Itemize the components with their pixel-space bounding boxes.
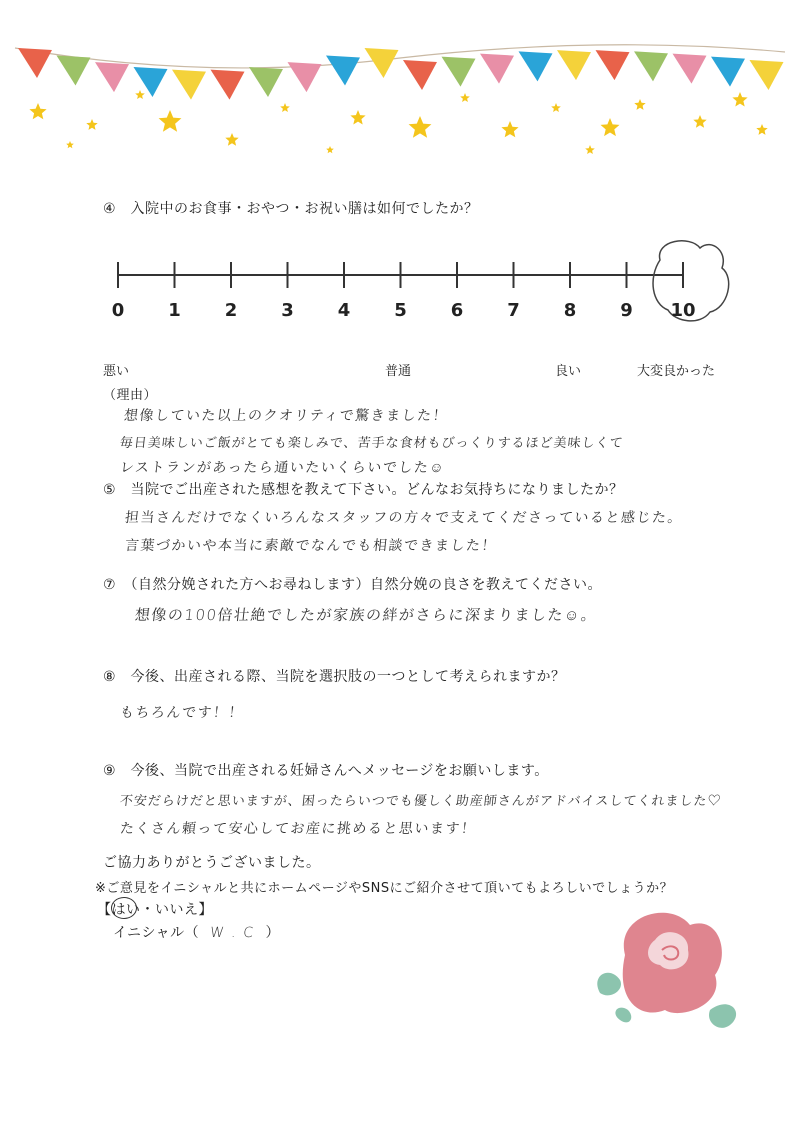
star-icon (634, 99, 645, 110)
q7-answer-line-1: 想像の100倍壮絶でしたが家族の絆がさらに深まりました☺。 (134, 606, 599, 624)
consent-options (97, 899, 213, 919)
reason-label: （理由） (103, 388, 158, 403)
star-icon (280, 103, 290, 112)
star-icon (693, 115, 706, 128)
consent-options-text: 【はい・いいえ】 (97, 902, 213, 918)
initial-value: W . C (209, 925, 256, 941)
star-icon (86, 119, 97, 130)
scale-number: 4 (337, 300, 351, 321)
star-icon (66, 141, 74, 148)
reason-line-1: 想像していた以上のクオリティで驚きました！ (123, 408, 449, 424)
scale-number: 0 (111, 300, 125, 321)
bunting-flag (95, 62, 129, 92)
bunting-flag (18, 48, 52, 78)
bunting-flag (673, 54, 707, 84)
leaf-shape (709, 1004, 736, 1028)
scale-number: 3 (281, 300, 294, 321)
bunting-flag (596, 50, 630, 80)
leaf-shape (597, 973, 621, 996)
scale-number: 5 (394, 300, 407, 321)
thanks-text: ご協力ありがとうございました。 (103, 855, 321, 871)
bunting-flag (288, 62, 322, 92)
star-icon (585, 145, 595, 154)
q8-answer-line-1: もちろんです！！ (119, 705, 245, 721)
scale-number: 8 (563, 300, 577, 321)
bunting-flag (634, 51, 668, 81)
label-bad: 悪い (103, 364, 130, 379)
label-good: 良い (555, 364, 582, 379)
bunting-flag (557, 50, 591, 80)
initial-close: ） (265, 925, 281, 941)
scale-number: 9 (620, 300, 633, 321)
star-icon (756, 124, 767, 135)
q9-answer-line-1: 不安だらけだと思いますが、困ったらいつでも優しく助産師さんがアドバイスしてくれました♡ (119, 794, 723, 809)
star-icon (551, 103, 561, 112)
q9-answer-line-2: たくさん頼って安心してお産に挑めると思います！ (119, 821, 478, 837)
rating-scale (100, 230, 740, 330)
star-icon (159, 110, 182, 132)
leaf-shape (615, 1008, 631, 1023)
reason-line-3: レストランがあったら通いたいくらいでした☺ (119, 460, 446, 476)
star-icon (501, 121, 518, 137)
star-icon (29, 103, 46, 119)
bunting-flag (134, 67, 168, 97)
bunting-flag (750, 60, 784, 90)
bunting-flag (711, 57, 745, 87)
bunting-flag (480, 54, 514, 84)
bunting-flag (326, 56, 360, 86)
scale-number: 1 (168, 300, 181, 321)
q7-question: ⑦ （自然分娩された方へお尋ねします）自然分娩の良さを教えてください。 (103, 577, 603, 593)
bunting-flag (249, 67, 283, 97)
bunting-flag (442, 57, 476, 87)
star-icon (326, 146, 334, 153)
scale-number: 6 (450, 300, 464, 321)
bunting-flag (172, 70, 206, 100)
star-icon (135, 90, 145, 99)
bunting-flag (403, 60, 437, 90)
bunting-flag (211, 70, 245, 100)
yes-circle-mark (111, 897, 137, 919)
initial-label: イニシャル（ (113, 925, 200, 941)
reason-line-2: 毎日美味しいご飯がとても楽しみで、苦手な食材もびっくりするほど美味しくて (119, 436, 625, 451)
bunting-string (15, 45, 785, 68)
q5-question: ⑤ 当院でご出産された感想を教えて下さい。どんなお気持ちになりましたか？ (103, 482, 624, 498)
label-normal: 普通 (385, 364, 412, 379)
scale-number: 2 (224, 300, 238, 321)
q8-question: ⑧ 今後、出産される際、当院を選択肢の一つとして考えられますか？ (103, 669, 566, 685)
initial-row (113, 922, 280, 942)
scale-number: 7 (507, 300, 520, 321)
bunting-flag (519, 51, 553, 81)
bunting-banner (0, 0, 800, 170)
star-icon (460, 93, 470, 102)
q9-question: ⑨ 今後、当院で出産される妊婦さんへメッセージをお願いします。 (103, 763, 549, 779)
q4-question: ④ 入院中のお食事・おやつ・お祝い膳は如何でしたか？ (103, 201, 479, 217)
star-icon (409, 116, 432, 138)
label-very-good: 大変良かった (637, 364, 716, 379)
bunting-flag (57, 56, 91, 86)
star-icon (732, 92, 747, 107)
bunting-flag (365, 48, 399, 78)
rose-illustration (580, 895, 750, 1045)
star-icon (350, 110, 365, 125)
scale-number: 10 (670, 300, 696, 321)
star-icon (225, 133, 238, 146)
q5-answer-line-1: 担当さんだけでなくいろんなスタッフの方々で支えてくださっていると感じた。 (124, 510, 684, 526)
consent-question: ※ご意見をイニシャルと共にホームページやSNSにご紹介させて頂いてもよろしいでしょうか？ (95, 881, 674, 896)
q5-answer-line-2: 言葉づかいや本当に素敵でなんでも相談できました！ (124, 538, 498, 554)
star-icon (601, 118, 620, 136)
